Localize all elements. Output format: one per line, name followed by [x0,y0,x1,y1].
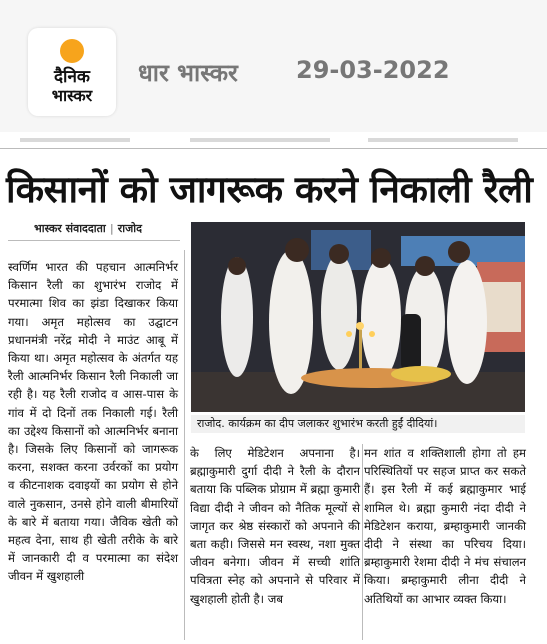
article-headline: किसानों को जागरूक करने निकाली रैली [6,168,533,211]
column-divider-1 [184,250,185,640]
epaper-header [0,0,547,132]
article-column-1: स्वर्णिम भारत की पहचान आत्मनिर्भर किसान रैली का शुभारंभ राजोद में परमात्मा शिव का झंडा दिखाकर किया गया। अमृत महोत्सव का उद्घाटन प्रधानमंत्री नरेंद्र मोदी ने माउंट आबू में किया था। अमृत महोत्सव के अंतर्गत यह रैली आत्मनिर्भर किसान रैली निकाली जा रही है। यह रैली राजोद व आस-पास के गांव में दो दिनों तक निकाली गई। रैली का उद्देश्य किसानों को आत्मनिर्भर बनाना है। जिसके लिए किसानों को जागरूक करना, सशक्त करना उर्वरकों का प्रयोग व कीटनाशक दवाइयों का प्रयोग से होने वाले नुकसान, उनसे होने वाली बीमारियों के बारे में बताया गया। जैविक खेती को महत्व देना, साथ ही खेती तरीके के बारे में जानकारी दी व परमात्मा का संदेश जीवन में खुशहाली [8,260,178,584]
logo-text-line1: दैनिक [54,67,90,87]
article-column-3: मन शांत व शक्तिशाली होगा तो हम परिस्थितियों पर सहज प्राप्त कर सकते हैं। इस रैली में कई ब्रह्माकुमार भाई शामिल थे। ब्रह्मा कुमारी नंदा दीदी ने मेडिटेशन कराया, ब्रम्हाकुमारी जानकी दीदी ने संस्था का परिचय दिया। ब्रम्हाकुमारी रेशमा दीदी ने मंच संचालन किया। ब्रम्हाकुमारी लीना दीदी ने अतिथियों का आभार व्यक्त किया। [364,446,526,606]
edition-title: धार भास्कर [138,59,238,87]
top-divider [0,148,547,149]
column-divider-2 [362,444,363,640]
lamp-lighting-photo [191,222,525,412]
article-photo [191,222,525,412]
logo-sun-icon [60,39,84,63]
edition-date: 29-03-2022 [296,56,450,84]
byline-source: भास्कर संवाददाता [34,222,106,235]
byline-place: राजोद [117,222,142,235]
logo-text-line2: भास्कर [51,86,93,105]
cropped-previous-article-text [0,134,547,146]
byline-underline [8,240,180,241]
article-byline [34,221,142,236]
dainik-bhaskar-logo[interactable] [28,28,116,116]
article-column-2: के लिए मेडिटेशन अपनाना है। ब्रह्माकुमारी दुर्गा दीदी ने रैली के दौरान बताया कि पब्लिक प्रोग्राम में ब्रह्मा कुमारी विद्या दीदी ने जीवन को नैतिक मूल्यों से जागृत कर श्रेष्ठ संस्कारों को अपनाने की बता कही। जिससे मन स्वस्थ, नशा मुक्त जीवन बनेगा। जीवन में सच्ची शांति पवित्रता स्नेह को अपनाने से परिवार में खुशहाली होती है। जब [190,446,360,606]
byline-separator: | [109,222,114,235]
photo-caption: राजोद. कार्यक्रम का दीप जलाकर शुभारंभ करती हुईं दीदियां। [191,415,525,433]
